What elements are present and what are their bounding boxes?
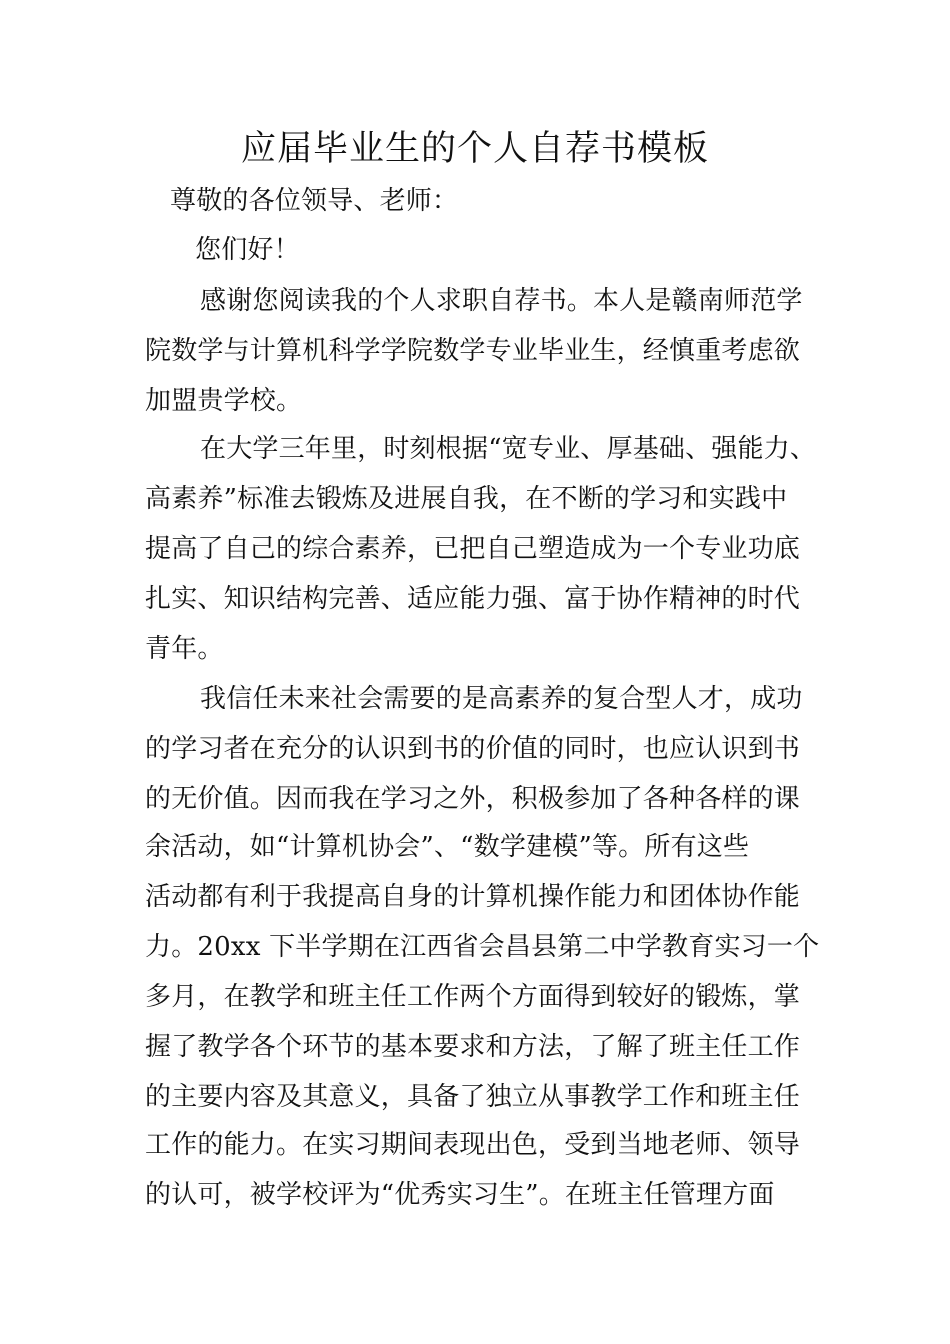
paragraph-line: 握了教学各个环节的基本要求和方法，了解了班主任工作 bbox=[145, 1032, 801, 1062]
paragraph-line: 扎实、知识结构完善、适应能力强、富于协作精神的时代 bbox=[145, 584, 801, 614]
paragraph-line: 的认可，被学校评为“优秀实习生”。在班主任管理方面 bbox=[145, 1180, 775, 1210]
greeting: 您们好！ bbox=[195, 235, 300, 265]
paragraph-line: 感谢您阅读我的个人求职自荐书。本人是赣南师范学 bbox=[200, 286, 803, 316]
paragraph-line: 加盟贵学校。 bbox=[145, 386, 303, 416]
paragraph-line: 青年。 bbox=[145, 634, 224, 664]
paragraph-line: 的无价值。因而我在学习之外，积极参加了各种各样的课 bbox=[145, 784, 801, 814]
paragraph-line: 活动都有利于我提高自身的计算机操作能力和团体协作能 bbox=[145, 882, 801, 912]
paragraph-line: 余活动，如“计算机协会”、“数学建模”等。所有这些 bbox=[145, 832, 750, 862]
paragraph-line: 高素养”标准去锻炼及进展自我，在不断的学习和实践中 bbox=[145, 484, 788, 514]
document-title: 应届毕业生的个人自荐书模板 bbox=[240, 129, 709, 169]
paragraph-line: 提高了自己的综合素养，已把自己塑造成为一个专业功底 bbox=[145, 534, 801, 564]
paragraph-line: 的主要内容及其意义，具备了独立从事教学工作和班主任 bbox=[145, 1082, 801, 1112]
paragraph-line: 工作的能力。在实习期间表现出色，受到当地老师、领导 bbox=[145, 1130, 801, 1160]
paragraph-line: 在大学三年里，时刻根据“宽专业、厚基础、强能力、 bbox=[200, 434, 817, 464]
paragraph-line: 力。20xx 下半学期在江西省会昌县第二中学教育实习一个 bbox=[145, 932, 820, 962]
paragraph-line: 多月，在教学和班主任工作两个方面得到较好的锻炼，掌 bbox=[145, 982, 801, 1012]
salutation: 尊敬的各位领导、老师： bbox=[170, 186, 459, 216]
paragraph-line: 的学习者在充分的认识到书的价值的同时，也应认识到书 bbox=[145, 734, 801, 764]
paragraph-line: 我信任未来社会需要的是高素养的复合型人才，成功 bbox=[200, 684, 803, 714]
paragraph-line: 院数学与计算机科学学院数学专业毕业生，经慎重考虑欲 bbox=[145, 336, 801, 366]
